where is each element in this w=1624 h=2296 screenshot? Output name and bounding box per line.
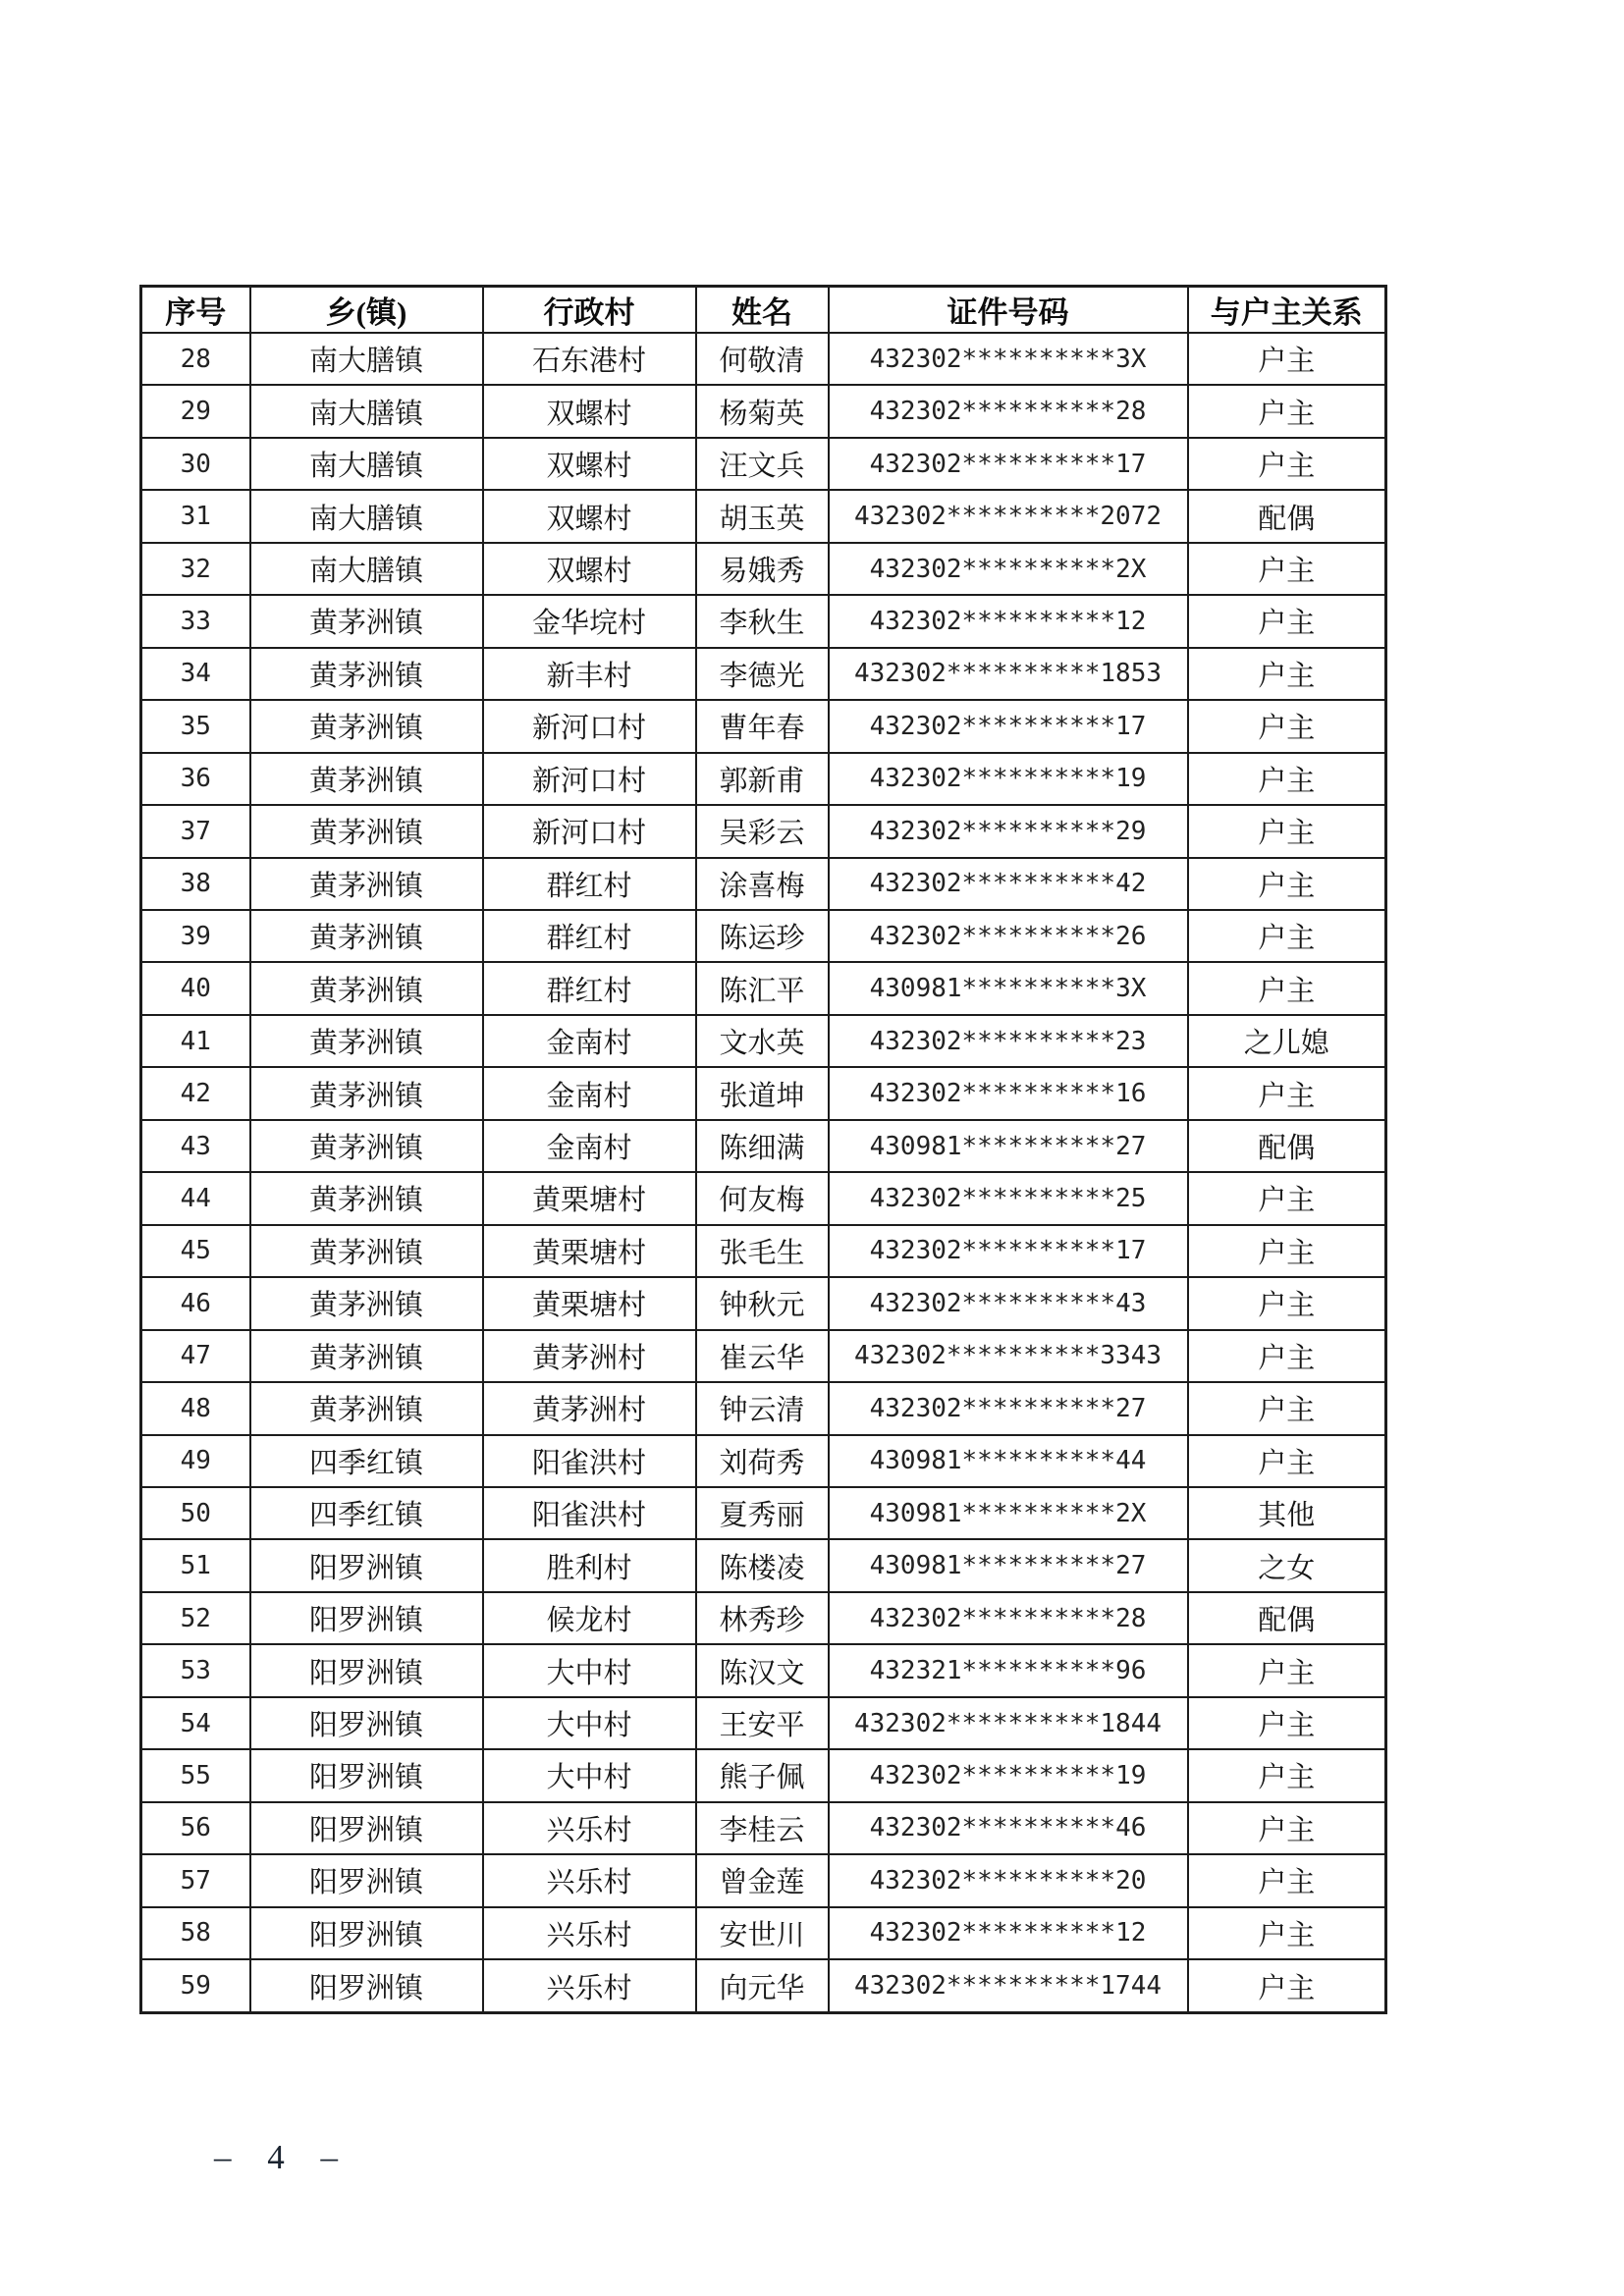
cell-id-number: 432302**********23 xyxy=(829,1015,1188,1067)
table-row xyxy=(141,1172,1386,1224)
table-row xyxy=(141,1749,1386,1801)
cell-township: 黄茅洲镇 xyxy=(250,962,483,1014)
table-row xyxy=(141,1854,1386,1906)
cell-relation: 户主 xyxy=(1188,910,1386,962)
table-row xyxy=(141,1015,1386,1067)
cell-id-number: 432302**********28 xyxy=(829,1592,1188,1644)
cell-relation: 户主 xyxy=(1188,648,1386,700)
cell-name: 吴彩云 xyxy=(696,805,829,857)
cell-village: 候龙村 xyxy=(483,1592,696,1644)
cell-village: 大中村 xyxy=(483,1697,696,1749)
cell-name: 陈细满 xyxy=(696,1120,829,1172)
cell-name: 陈汇平 xyxy=(696,962,829,1014)
cell-index: 32 xyxy=(141,543,250,595)
table-row xyxy=(141,1120,1386,1172)
cell-relation: 户主 xyxy=(1188,700,1386,752)
cell-index: 44 xyxy=(141,1172,250,1224)
table-row xyxy=(141,700,1386,752)
cell-township: 黄茅洲镇 xyxy=(250,1067,483,1119)
cell-id-number: 432302**********28 xyxy=(829,385,1188,437)
cell-relation: 配偶 xyxy=(1188,1592,1386,1644)
household-roster-table xyxy=(139,285,1387,2014)
cell-village: 兴乐村 xyxy=(483,1959,696,2012)
cell-relation: 户主 xyxy=(1188,858,1386,910)
cell-relation: 户主 xyxy=(1188,1067,1386,1119)
cell-id-number: 432302**********26 xyxy=(829,910,1188,962)
cell-village: 兴乐村 xyxy=(483,1907,696,1959)
table-row xyxy=(141,1592,1386,1644)
table-row xyxy=(141,1067,1386,1119)
cell-name: 李秋生 xyxy=(696,595,829,647)
cell-index: 54 xyxy=(141,1697,250,1749)
cell-relation: 户主 xyxy=(1188,438,1386,490)
cell-township: 南大膳镇 xyxy=(250,438,483,490)
cell-id-number: 432302**********17 xyxy=(829,700,1188,752)
cell-name: 何友梅 xyxy=(696,1172,829,1224)
cell-id-number: 430981**********27 xyxy=(829,1539,1188,1591)
cell-township: 黄茅洲镇 xyxy=(250,1330,483,1382)
cell-index: 49 xyxy=(141,1435,250,1487)
table-row xyxy=(141,1802,1386,1854)
cell-village: 大中村 xyxy=(483,1749,696,1801)
cell-index: 58 xyxy=(141,1907,250,1959)
cell-village: 群红村 xyxy=(483,858,696,910)
cell-village: 双螺村 xyxy=(483,438,696,490)
cell-name: 陈运珍 xyxy=(696,910,829,962)
cell-name: 向元华 xyxy=(696,1959,829,2012)
cell-village: 石东港村 xyxy=(483,333,696,385)
cell-index: 37 xyxy=(141,805,250,857)
cell-name: 林秀珍 xyxy=(696,1592,829,1644)
cell-township: 南大膳镇 xyxy=(250,333,483,385)
cell-id-number: 432302**********1844 xyxy=(829,1697,1188,1749)
cell-index: 43 xyxy=(141,1120,250,1172)
cell-relation: 之女 xyxy=(1188,1539,1386,1591)
cell-name: 李桂云 xyxy=(696,1802,829,1854)
cell-name: 钟秋元 xyxy=(696,1277,829,1329)
table-row xyxy=(141,438,1386,490)
cell-township: 阳罗洲镇 xyxy=(250,1959,483,2012)
cell-village: 新河口村 xyxy=(483,753,696,805)
cell-relation: 户主 xyxy=(1188,753,1386,805)
cell-name: 熊子佩 xyxy=(696,1749,829,1801)
cell-index: 59 xyxy=(141,1959,250,2012)
cell-id-number: 432302**********2072 xyxy=(829,490,1188,542)
cell-index: 34 xyxy=(141,648,250,700)
cell-relation: 户主 xyxy=(1188,962,1386,1014)
cell-township: 阳罗洲镇 xyxy=(250,1802,483,1854)
cell-township: 黄茅洲镇 xyxy=(250,648,483,700)
cell-index: 38 xyxy=(141,858,250,910)
table-row xyxy=(141,1435,1386,1487)
cell-village: 金南村 xyxy=(483,1120,696,1172)
table-row xyxy=(141,543,1386,595)
cell-village: 新丰村 xyxy=(483,648,696,700)
cell-index: 48 xyxy=(141,1382,250,1434)
cell-id-number: 432302**********19 xyxy=(829,753,1188,805)
cell-index: 28 xyxy=(141,333,250,385)
cell-name: 钟云清 xyxy=(696,1382,829,1434)
cell-relation: 户主 xyxy=(1188,1697,1386,1749)
cell-id-number: 432302**********17 xyxy=(829,438,1188,490)
cell-village: 胜利村 xyxy=(483,1539,696,1591)
cell-relation: 之儿媳 xyxy=(1188,1015,1386,1067)
cell-id-number: 432302**********42 xyxy=(829,858,1188,910)
cell-village: 黄栗塘村 xyxy=(483,1225,696,1277)
cell-name: 涂喜梅 xyxy=(696,858,829,910)
cell-index: 50 xyxy=(141,1487,250,1539)
cell-village: 双螺村 xyxy=(483,490,696,542)
table-header-row xyxy=(141,287,1386,334)
cell-id-number: 432302**********29 xyxy=(829,805,1188,857)
cell-relation: 户主 xyxy=(1188,1382,1386,1434)
cell-index: 55 xyxy=(141,1749,250,1801)
cell-relation: 户主 xyxy=(1188,1802,1386,1854)
cell-name: 安世川 xyxy=(696,1907,829,1959)
cell-id-number: 430981**********44 xyxy=(829,1435,1188,1487)
cell-relation: 户主 xyxy=(1188,1330,1386,1382)
header-relation: 与户主关系 xyxy=(1188,287,1386,334)
cell-id-number: 432302**********12 xyxy=(829,1907,1188,1959)
cell-id-number: 430981**********2X xyxy=(829,1487,1188,1539)
cell-index: 52 xyxy=(141,1592,250,1644)
cell-name: 王安平 xyxy=(696,1697,829,1749)
cell-index: 57 xyxy=(141,1854,250,1906)
cell-id-number: 432302**********2X xyxy=(829,543,1188,595)
table-row xyxy=(141,1697,1386,1749)
cell-relation: 配偶 xyxy=(1188,490,1386,542)
cell-township: 黄茅洲镇 xyxy=(250,1382,483,1434)
cell-name: 李德光 xyxy=(696,648,829,700)
cell-name: 曾金莲 xyxy=(696,1854,829,1906)
cell-id-number: 432302**********1853 xyxy=(829,648,1188,700)
cell-id-number: 432302**********25 xyxy=(829,1172,1188,1224)
cell-relation: 配偶 xyxy=(1188,1120,1386,1172)
table-row xyxy=(141,1382,1386,1434)
table-row xyxy=(141,385,1386,437)
cell-relation: 其他 xyxy=(1188,1487,1386,1539)
cell-township: 黄茅洲镇 xyxy=(250,595,483,647)
table-row xyxy=(141,910,1386,962)
cell-id-number: 432302**********12 xyxy=(829,595,1188,647)
cell-township: 阳罗洲镇 xyxy=(250,1749,483,1801)
table-row xyxy=(141,490,1386,542)
cell-township: 阳罗洲镇 xyxy=(250,1592,483,1644)
cell-name: 文水英 xyxy=(696,1015,829,1067)
cell-township: 阳罗洲镇 xyxy=(250,1644,483,1696)
cell-name: 曹年春 xyxy=(696,700,829,752)
cell-name: 夏秀丽 xyxy=(696,1487,829,1539)
page-number: – 4 – xyxy=(214,2138,352,2176)
cell-village: 新河口村 xyxy=(483,805,696,857)
cell-index: 56 xyxy=(141,1802,250,1854)
cell-id-number: 432302**********3343 xyxy=(829,1330,1188,1382)
cell-relation: 户主 xyxy=(1188,333,1386,385)
cell-township: 黄茅洲镇 xyxy=(250,1277,483,1329)
cell-relation: 户主 xyxy=(1188,1277,1386,1329)
cell-village: 阳雀洪村 xyxy=(483,1435,696,1487)
table-row xyxy=(141,1277,1386,1329)
cell-id-number: 432302**********27 xyxy=(829,1382,1188,1434)
cell-village: 黄茅洲村 xyxy=(483,1382,696,1434)
cell-relation: 户主 xyxy=(1188,1172,1386,1224)
cell-township: 阳罗洲镇 xyxy=(250,1539,483,1591)
cell-village: 群红村 xyxy=(483,910,696,962)
header-index: 序号 xyxy=(141,287,250,334)
cell-village: 黄栗塘村 xyxy=(483,1172,696,1224)
cell-index: 47 xyxy=(141,1330,250,1382)
cell-relation: 户主 xyxy=(1188,1959,1386,2012)
table-row xyxy=(141,595,1386,647)
cell-relation: 户主 xyxy=(1188,595,1386,647)
cell-name: 胡玉英 xyxy=(696,490,829,542)
cell-township: 四季红镇 xyxy=(250,1435,483,1487)
header-name: 姓名 xyxy=(696,287,829,334)
cell-relation: 户主 xyxy=(1188,1749,1386,1801)
cell-township: 阳罗洲镇 xyxy=(250,1907,483,1959)
table-row xyxy=(141,333,1386,385)
table-row xyxy=(141,1225,1386,1277)
cell-id-number: 432302**********19 xyxy=(829,1749,1188,1801)
cell-township: 黄茅洲镇 xyxy=(250,858,483,910)
cell-relation: 户主 xyxy=(1188,385,1386,437)
cell-index: 40 xyxy=(141,962,250,1014)
cell-id-number: 432302**********3X xyxy=(829,333,1188,385)
cell-index: 45 xyxy=(141,1225,250,1277)
cell-index: 31 xyxy=(141,490,250,542)
cell-village: 新河口村 xyxy=(483,700,696,752)
cell-name: 陈楼凌 xyxy=(696,1539,829,1591)
cell-name: 郭新甫 xyxy=(696,753,829,805)
cell-id-number: 432302**********16 xyxy=(829,1067,1188,1119)
cell-name: 崔云华 xyxy=(696,1330,829,1382)
cell-township: 黄茅洲镇 xyxy=(250,700,483,752)
table-row xyxy=(141,1959,1386,2012)
cell-relation: 户主 xyxy=(1188,805,1386,857)
cell-index: 30 xyxy=(141,438,250,490)
cell-name: 杨菊英 xyxy=(696,385,829,437)
table-body xyxy=(141,333,1386,2013)
table-row xyxy=(141,1487,1386,1539)
cell-id-number: 432302**********46 xyxy=(829,1802,1188,1854)
cell-relation: 户主 xyxy=(1188,1435,1386,1487)
cell-index: 41 xyxy=(141,1015,250,1067)
cell-id-number: 432302**********1744 xyxy=(829,1959,1188,2012)
cell-village: 黄茅洲村 xyxy=(483,1330,696,1382)
cell-township: 黄茅洲镇 xyxy=(250,805,483,857)
cell-township: 黄茅洲镇 xyxy=(250,1225,483,1277)
cell-id-number: 430981**********3X xyxy=(829,962,1188,1014)
cell-relation: 户主 xyxy=(1188,1225,1386,1277)
cell-index: 29 xyxy=(141,385,250,437)
header-township: 乡(镇) xyxy=(250,287,483,334)
cell-township: 四季红镇 xyxy=(250,1487,483,1539)
header-id-number: 证件号码 xyxy=(829,287,1188,334)
cell-township: 南大膳镇 xyxy=(250,490,483,542)
cell-township: 阳罗洲镇 xyxy=(250,1854,483,1906)
table-row xyxy=(141,1330,1386,1382)
cell-township: 阳罗洲镇 xyxy=(250,1697,483,1749)
table-row xyxy=(141,858,1386,910)
cell-village: 黄栗塘村 xyxy=(483,1277,696,1329)
table-row xyxy=(141,962,1386,1014)
cell-township: 南大膳镇 xyxy=(250,385,483,437)
cell-id-number: 432321**********96 xyxy=(829,1644,1188,1696)
cell-index: 39 xyxy=(141,910,250,962)
table-row xyxy=(141,1539,1386,1591)
cell-township: 黄茅洲镇 xyxy=(250,1015,483,1067)
cell-index: 51 xyxy=(141,1539,250,1591)
table-row xyxy=(141,805,1386,857)
cell-relation: 户主 xyxy=(1188,1907,1386,1959)
cell-index: 33 xyxy=(141,595,250,647)
table-row xyxy=(141,1644,1386,1696)
cell-index: 53 xyxy=(141,1644,250,1696)
cell-township: 黄茅洲镇 xyxy=(250,910,483,962)
cell-township: 南大膳镇 xyxy=(250,543,483,595)
table-row xyxy=(141,648,1386,700)
table-row xyxy=(141,1907,1386,1959)
cell-index: 46 xyxy=(141,1277,250,1329)
cell-relation: 户主 xyxy=(1188,1644,1386,1696)
cell-village: 群红村 xyxy=(483,962,696,1014)
cell-village: 阳雀洪村 xyxy=(483,1487,696,1539)
cell-relation: 户主 xyxy=(1188,543,1386,595)
cell-village: 兴乐村 xyxy=(483,1854,696,1906)
cell-name: 汪文兵 xyxy=(696,438,829,490)
cell-township: 黄茅洲镇 xyxy=(250,753,483,805)
cell-index: 36 xyxy=(141,753,250,805)
cell-village: 金南村 xyxy=(483,1067,696,1119)
cell-index: 42 xyxy=(141,1067,250,1119)
cell-name: 何敬清 xyxy=(696,333,829,385)
cell-township: 黄茅洲镇 xyxy=(250,1120,483,1172)
table-row xyxy=(141,753,1386,805)
cell-id-number: 432302**********20 xyxy=(829,1854,1188,1906)
cell-village: 金南村 xyxy=(483,1015,696,1067)
cell-village: 金华垸村 xyxy=(483,595,696,647)
cell-village: 双螺村 xyxy=(483,543,696,595)
cell-id-number: 432302**********43 xyxy=(829,1277,1188,1329)
cell-township: 黄茅洲镇 xyxy=(250,1172,483,1224)
cell-name: 张道坤 xyxy=(696,1067,829,1119)
cell-village: 双螺村 xyxy=(483,385,696,437)
cell-village: 兴乐村 xyxy=(483,1802,696,1854)
cell-index: 35 xyxy=(141,700,250,752)
cell-id-number: 430981**********27 xyxy=(829,1120,1188,1172)
cell-relation: 户主 xyxy=(1188,1854,1386,1906)
cell-name: 易娥秀 xyxy=(696,543,829,595)
cell-name: 张毛生 xyxy=(696,1225,829,1277)
cell-name: 刘荷秀 xyxy=(696,1435,829,1487)
cell-id-number: 432302**********17 xyxy=(829,1225,1188,1277)
cell-name: 陈汉文 xyxy=(696,1644,829,1696)
header-village: 行政村 xyxy=(483,287,696,334)
cell-village: 大中村 xyxy=(483,1644,696,1696)
